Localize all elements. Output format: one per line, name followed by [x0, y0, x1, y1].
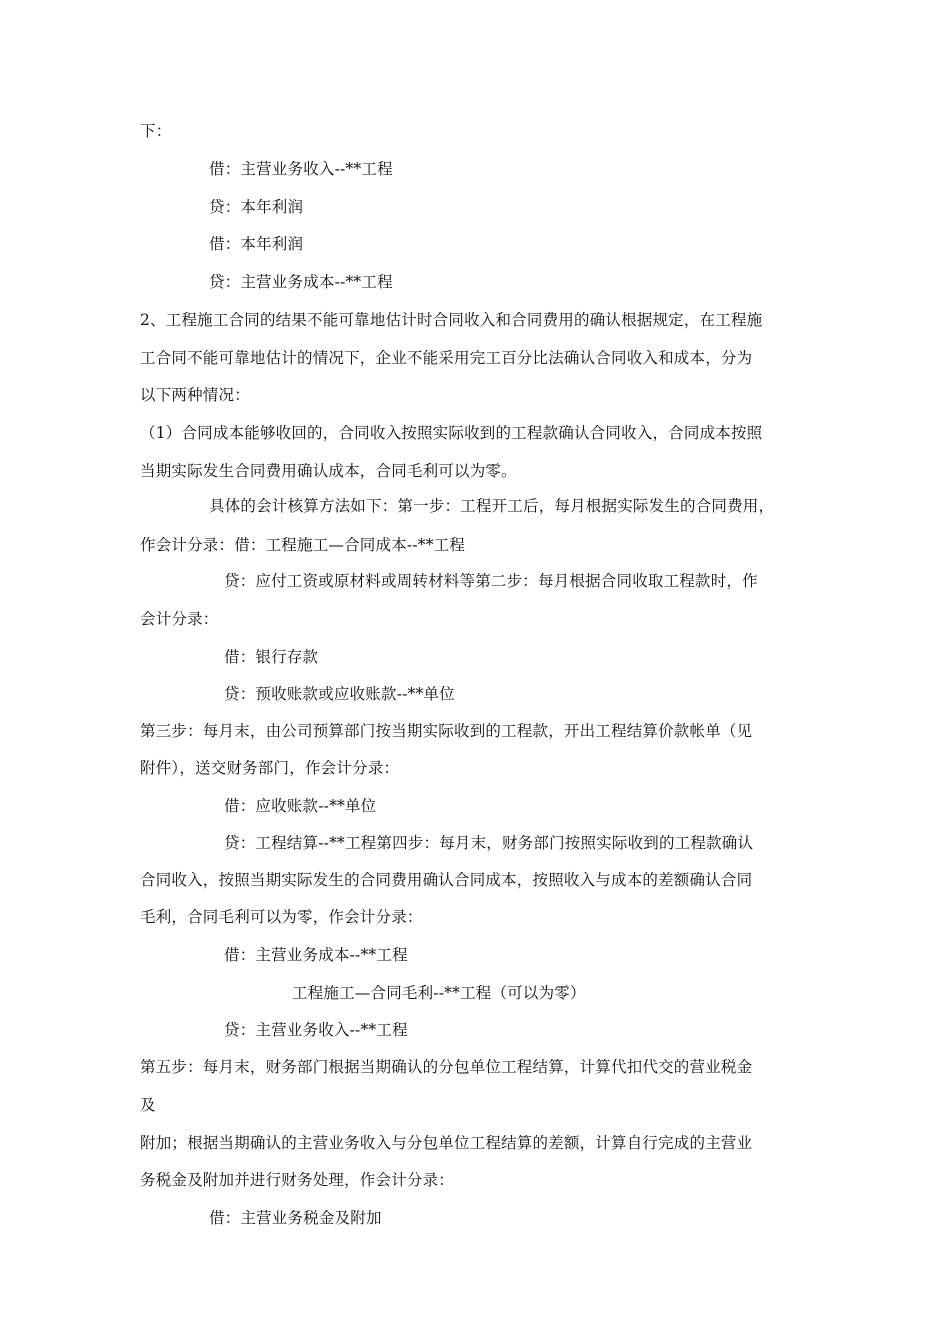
text-line: 具体的会计核算方法如下：第一步：工程开工后，每月根据实际发生的合同费用， — [209, 497, 775, 515]
text-line: 以下两种情况： — [140, 386, 250, 404]
text-line: 当期实际发生合同费用确认成本，合同毛利可以为零。 — [140, 462, 517, 480]
text-line: 借：银行存款 — [224, 648, 319, 666]
text-line: 借：主营业务收入--**工程 — [209, 160, 393, 178]
text-line: 下： — [140, 122, 172, 140]
text-line: 借：应收账款--**单位 — [224, 797, 377, 815]
text-line: 贷：预收账款或应收账款--**单位 — [224, 685, 455, 703]
text-line: 第三步：每月末，由公司预算部门按当期实际收到的工程款，开出工程结算价款帐单（见 — [140, 722, 753, 740]
text-line: 及 — [140, 1096, 156, 1114]
text-line: 借：主营业务税金及附加 — [209, 1209, 382, 1227]
text-line: 作会计分录：借：工程施工—合同成本--**工程 — [140, 536, 466, 554]
text-line: 会计分录： — [140, 610, 219, 628]
text-line: 第五步：每月末，财务部门根据当期确认的分包单位工程结算，计算代扣代交的营业税金 — [140, 1058, 753, 1076]
text-line: 务税金及附加并进行财务处理，作会计分录： — [140, 1171, 455, 1189]
text-line: 贷：主营业务成本--**工程 — [209, 273, 393, 291]
text-line: 借：本年利润 — [209, 235, 304, 253]
text-line: 贷：本年利润 — [209, 198, 304, 216]
text-line: 贷：应付工资或原材料或周转材料等第二步：每月根据合同收取工程款时，作 — [224, 572, 758, 590]
text-line: 毛利，合同毛利可以为零，作会计分录： — [140, 908, 423, 926]
text-line: 合同收入，按照当期实际发生的合同费用确认合同成本，按照收入与成本的差额确认合同 — [140, 871, 753, 889]
text-line: 贷：工程结算--**工程第四步：每月末，财务部门按照实际收到的工程款确认 — [224, 834, 754, 852]
text-line: 工程施工—合同毛利--**工程（可以为零） — [292, 984, 586, 1002]
text-line: 借：主营业务成本--**工程 — [224, 946, 408, 964]
text-line: 工合同不能可靠地估计的情况下，企业不能采用完工百分比法确认合同收入和成本，分为 — [140, 349, 753, 367]
text-line: 附加；根据当期确认的主营业务收入与分包单位工程结算的差额，计算自行完成的主营业 — [140, 1134, 753, 1152]
text-line: 附件），送交财务部门，作会计分录： — [140, 759, 400, 777]
text-line: （1）合同成本能够收回的，合同收入按照实际收到的工程款确认合同收入，合同成本按照 — [140, 424, 763, 442]
text-line: 2、工程施工合同的结果不能可靠地估计时合同收入和合同费用的确认根据规定，在工程施 — [140, 311, 763, 329]
text-line: 贷：主营业务收入--**工程 — [224, 1021, 408, 1039]
